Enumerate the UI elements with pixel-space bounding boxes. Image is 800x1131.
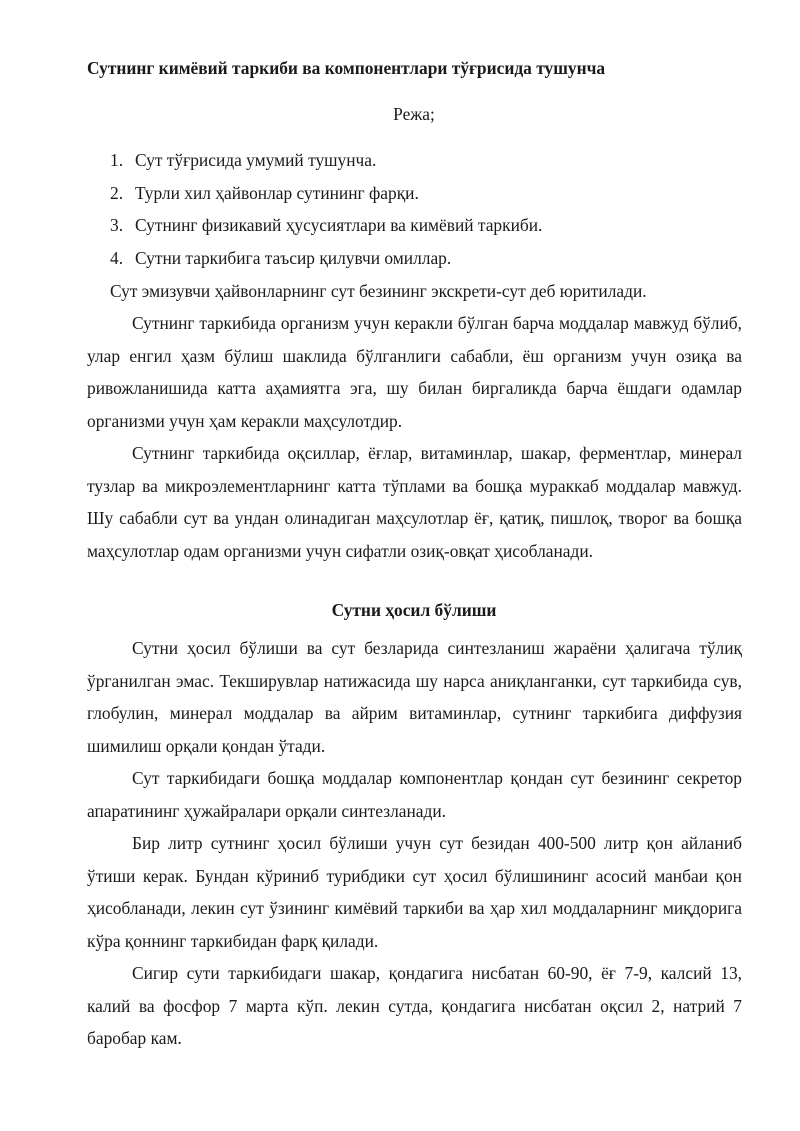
plan-item-text: Сутни таркибига таъсир қилувчи омиллар.	[135, 248, 452, 268]
intro-sentence: Сут эмизувчи ҳайвонларнинг сут безининг экскрети-сут деб юритилади.	[110, 281, 647, 301]
plan-item-number: 3.	[110, 215, 124, 235]
body-paragraph: Сутнинг таркибида организм учун керакли бўлган барча моддалар мавжуд бўлиб, улар енгил ҳазм бўлиш шаклида бўлганлиги сабабли, ёш организм учун озиқа ва ривожланишида катта аҳамиятга эга, шу билан биргаликда барча ёшдаги одамлар организми учун ҳам керакли маҳсулотдир.	[87, 313, 742, 431]
section-paragraph: Сутни ҳосил бўлиши ва сут безларида синтезланиш жараёни ҳалигача тўлиқ ўрганилган эмас. Текширувлар натижасида шу нарса аниқланганки, сут таркибида сув, глобулин, минерал моддалар ва айрим витаминлар, сутнинг таркибига диффузия шимилиш орқали қондан ўтади.	[87, 638, 742, 756]
plan-item-text: Сут тўғрисида умумий тушунча.	[135, 150, 377, 170]
section-paragraph: Сут таркибидаги бошқа моддалар компонентлар қондан сут безининг секретор апаратининг ҳужайралари орқали синтезланади.	[87, 768, 742, 821]
section-paragraph: Сигир сути таркибидаги шакар, қондагига нисбатан 60-90, ёғ 7-9, калсий 13, калий ва фосфор 7 марта кўп. лекин сутда, қондагига нисбатан оқсил 2, натрий 7 баробар кам.	[87, 963, 742, 1048]
plan-item-text: Сутнинг физикавий ҳусусиятлари ва кимёвий таркиби.	[135, 215, 543, 235]
document-title: Сутнинг кимёвий таркиби ва компонентлари тўғрисида тушунча	[87, 58, 606, 78]
section-paragraph: Бир литр сутнинг ҳосил бўлиши учун сут безидан 400-500 литр қон айланиб ўтиши керак. Бундан кўриниб турибдики сут ҳосил бўлишининг асосий манбаи қон ҳисобланади, лекин сут ўзининг кимёвий таркиби ва ҳар хил моддаларнинг миқдорига кўра қоннинг таркибидан фарқ қилади.	[87, 833, 742, 951]
plan-heading: Режа;	[393, 104, 435, 124]
plan-item-number: 2.	[110, 183, 124, 203]
body-paragraph: Сутнинг таркибида оқсиллар, ёғлар, витаминлар, шакар, ферментлар, минерал тузлар ва микроэлементларнинг катта тўплами ва бошқа мураккаб моддалар мавжуд. Шу сабабли сут ва ундан олинадиган маҳсулотлар ёғ, қатиқ, пишлоқ, творог ва бошқа маҳсулотлар одам организми учун сифатли озиқ-овқат ҳисобланади.	[87, 443, 742, 561]
section-heading: Сутни ҳосил бўлиши	[331, 600, 497, 620]
plan-item-text: Турли хил ҳайвонлар сутининг фарқи.	[135, 183, 419, 203]
plan-item-number: 4.	[110, 248, 124, 268]
plan-item-number: 1.	[110, 150, 124, 170]
